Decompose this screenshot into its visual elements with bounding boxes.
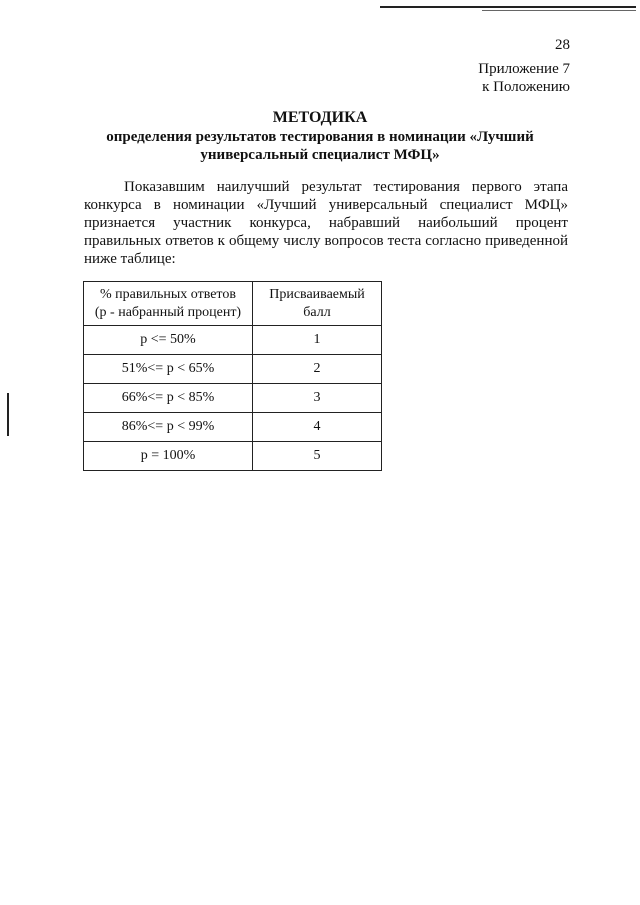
- range-cell: 86%<= р < 99%: [84, 413, 253, 442]
- page-number: 28: [555, 37, 570, 53]
- table-row: [84, 326, 382, 355]
- annex-reference: [478, 60, 570, 96]
- table-row: [84, 384, 382, 413]
- table-header-row: [84, 282, 382, 326]
- body-paragraph: Показавшим наилучший результат тестирования первого этапа конкурса в номинации «Лучший универсальный специалист МФЦ» признается участник конкурса, набравший наибольший процент правильных ответов к общему числу вопросов теста согласно приведенной ниже таблице:: [84, 179, 568, 267]
- header-score-line-2: балл: [303, 304, 331, 320]
- header-percent-line-2: (р - набранный процент): [94, 304, 242, 320]
- annex-line-2: к Положению: [482, 79, 570, 95]
- range-cell: 66%<= р < 85%: [84, 384, 253, 413]
- table-row: [84, 442, 382, 471]
- score-cell: 5: [253, 442, 382, 471]
- subtitle-line-2: универсальный специалист МФЦ»: [200, 147, 440, 163]
- score-cell: 2: [253, 355, 382, 384]
- header-percent: [84, 282, 253, 326]
- header-score: [253, 282, 382, 326]
- score-cell: 4: [253, 413, 382, 442]
- document-title: МЕТОДИКА: [272, 109, 368, 126]
- table-row: [84, 355, 382, 384]
- header-score-line-1: Присваиваемый: [269, 286, 365, 302]
- table-row: [84, 413, 382, 442]
- scan-top-rule-secondary: [482, 10, 636, 11]
- range-cell: 51%<= р < 65%: [84, 355, 253, 384]
- subtitle-line-1: определения результатов тестирования в номинации «Лучший: [106, 129, 534, 145]
- score-cell: 3: [253, 384, 382, 413]
- range-cell: р = 100%: [84, 442, 253, 471]
- score-table: [83, 281, 382, 471]
- range-cell: р <= 50%: [84, 326, 253, 355]
- score-cell: 1: [253, 326, 382, 355]
- header-percent-line-1: % правильных ответов: [100, 286, 236, 302]
- document-subtitle: [100, 128, 540, 164]
- annex-line-1: Приложение 7: [478, 61, 570, 77]
- scan-top-rule: [380, 6, 636, 8]
- scan-margin-mark: [7, 393, 9, 436]
